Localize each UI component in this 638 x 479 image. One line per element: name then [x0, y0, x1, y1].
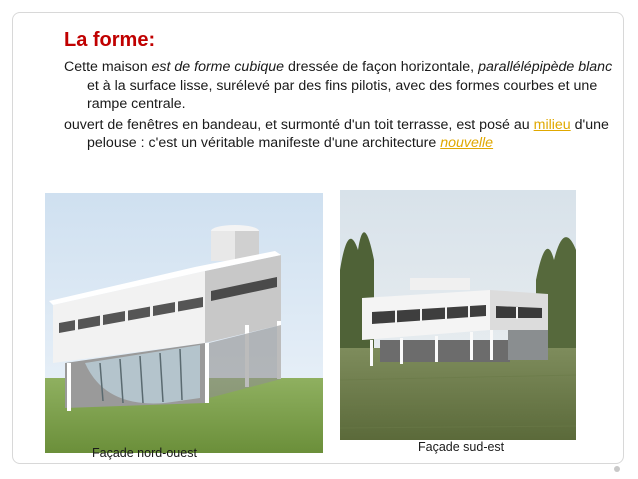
link-nouvelle[interactable]: nouvelle [440, 135, 494, 151]
link-milieu[interactable]: milieu [533, 116, 571, 133]
text-run: d'une pelouse : c'est un véritable manifeste d'une architecture [87, 116, 609, 151]
paragraph-features [64, 116, 614, 153]
caption-facade-sud-est: Façade sud-est [418, 440, 505, 454]
paragraph-description [64, 58, 614, 114]
villa-southeast-image [340, 190, 576, 440]
text-run-italic: est de forme cubique [151, 59, 285, 75]
text-run: et à la surface lisse, surélevé par des fins pilotis, avec des formes courbes et une rampe centrale. [87, 77, 598, 112]
text-run: dressée de façon horizontale, [284, 59, 479, 75]
text-run: ouvert de fenêtres en bandeau, et surmonté d'un toit terrasse, est posé au [64, 116, 534, 133]
corner-dot [614, 466, 620, 472]
slide-title: La forme: [64, 29, 156, 51]
text-run: Cette maison [64, 59, 152, 75]
text-run-italic: parallélépipède blanc [478, 59, 613, 75]
caption-facade-nord-ouest: Façade nord-ouest [92, 446, 197, 460]
photo-facade-sud-est [340, 190, 576, 440]
villa-northwest-image [45, 193, 323, 453]
photo-facade-nord-ouest [45, 193, 323, 453]
slide-body [64, 58, 614, 155]
